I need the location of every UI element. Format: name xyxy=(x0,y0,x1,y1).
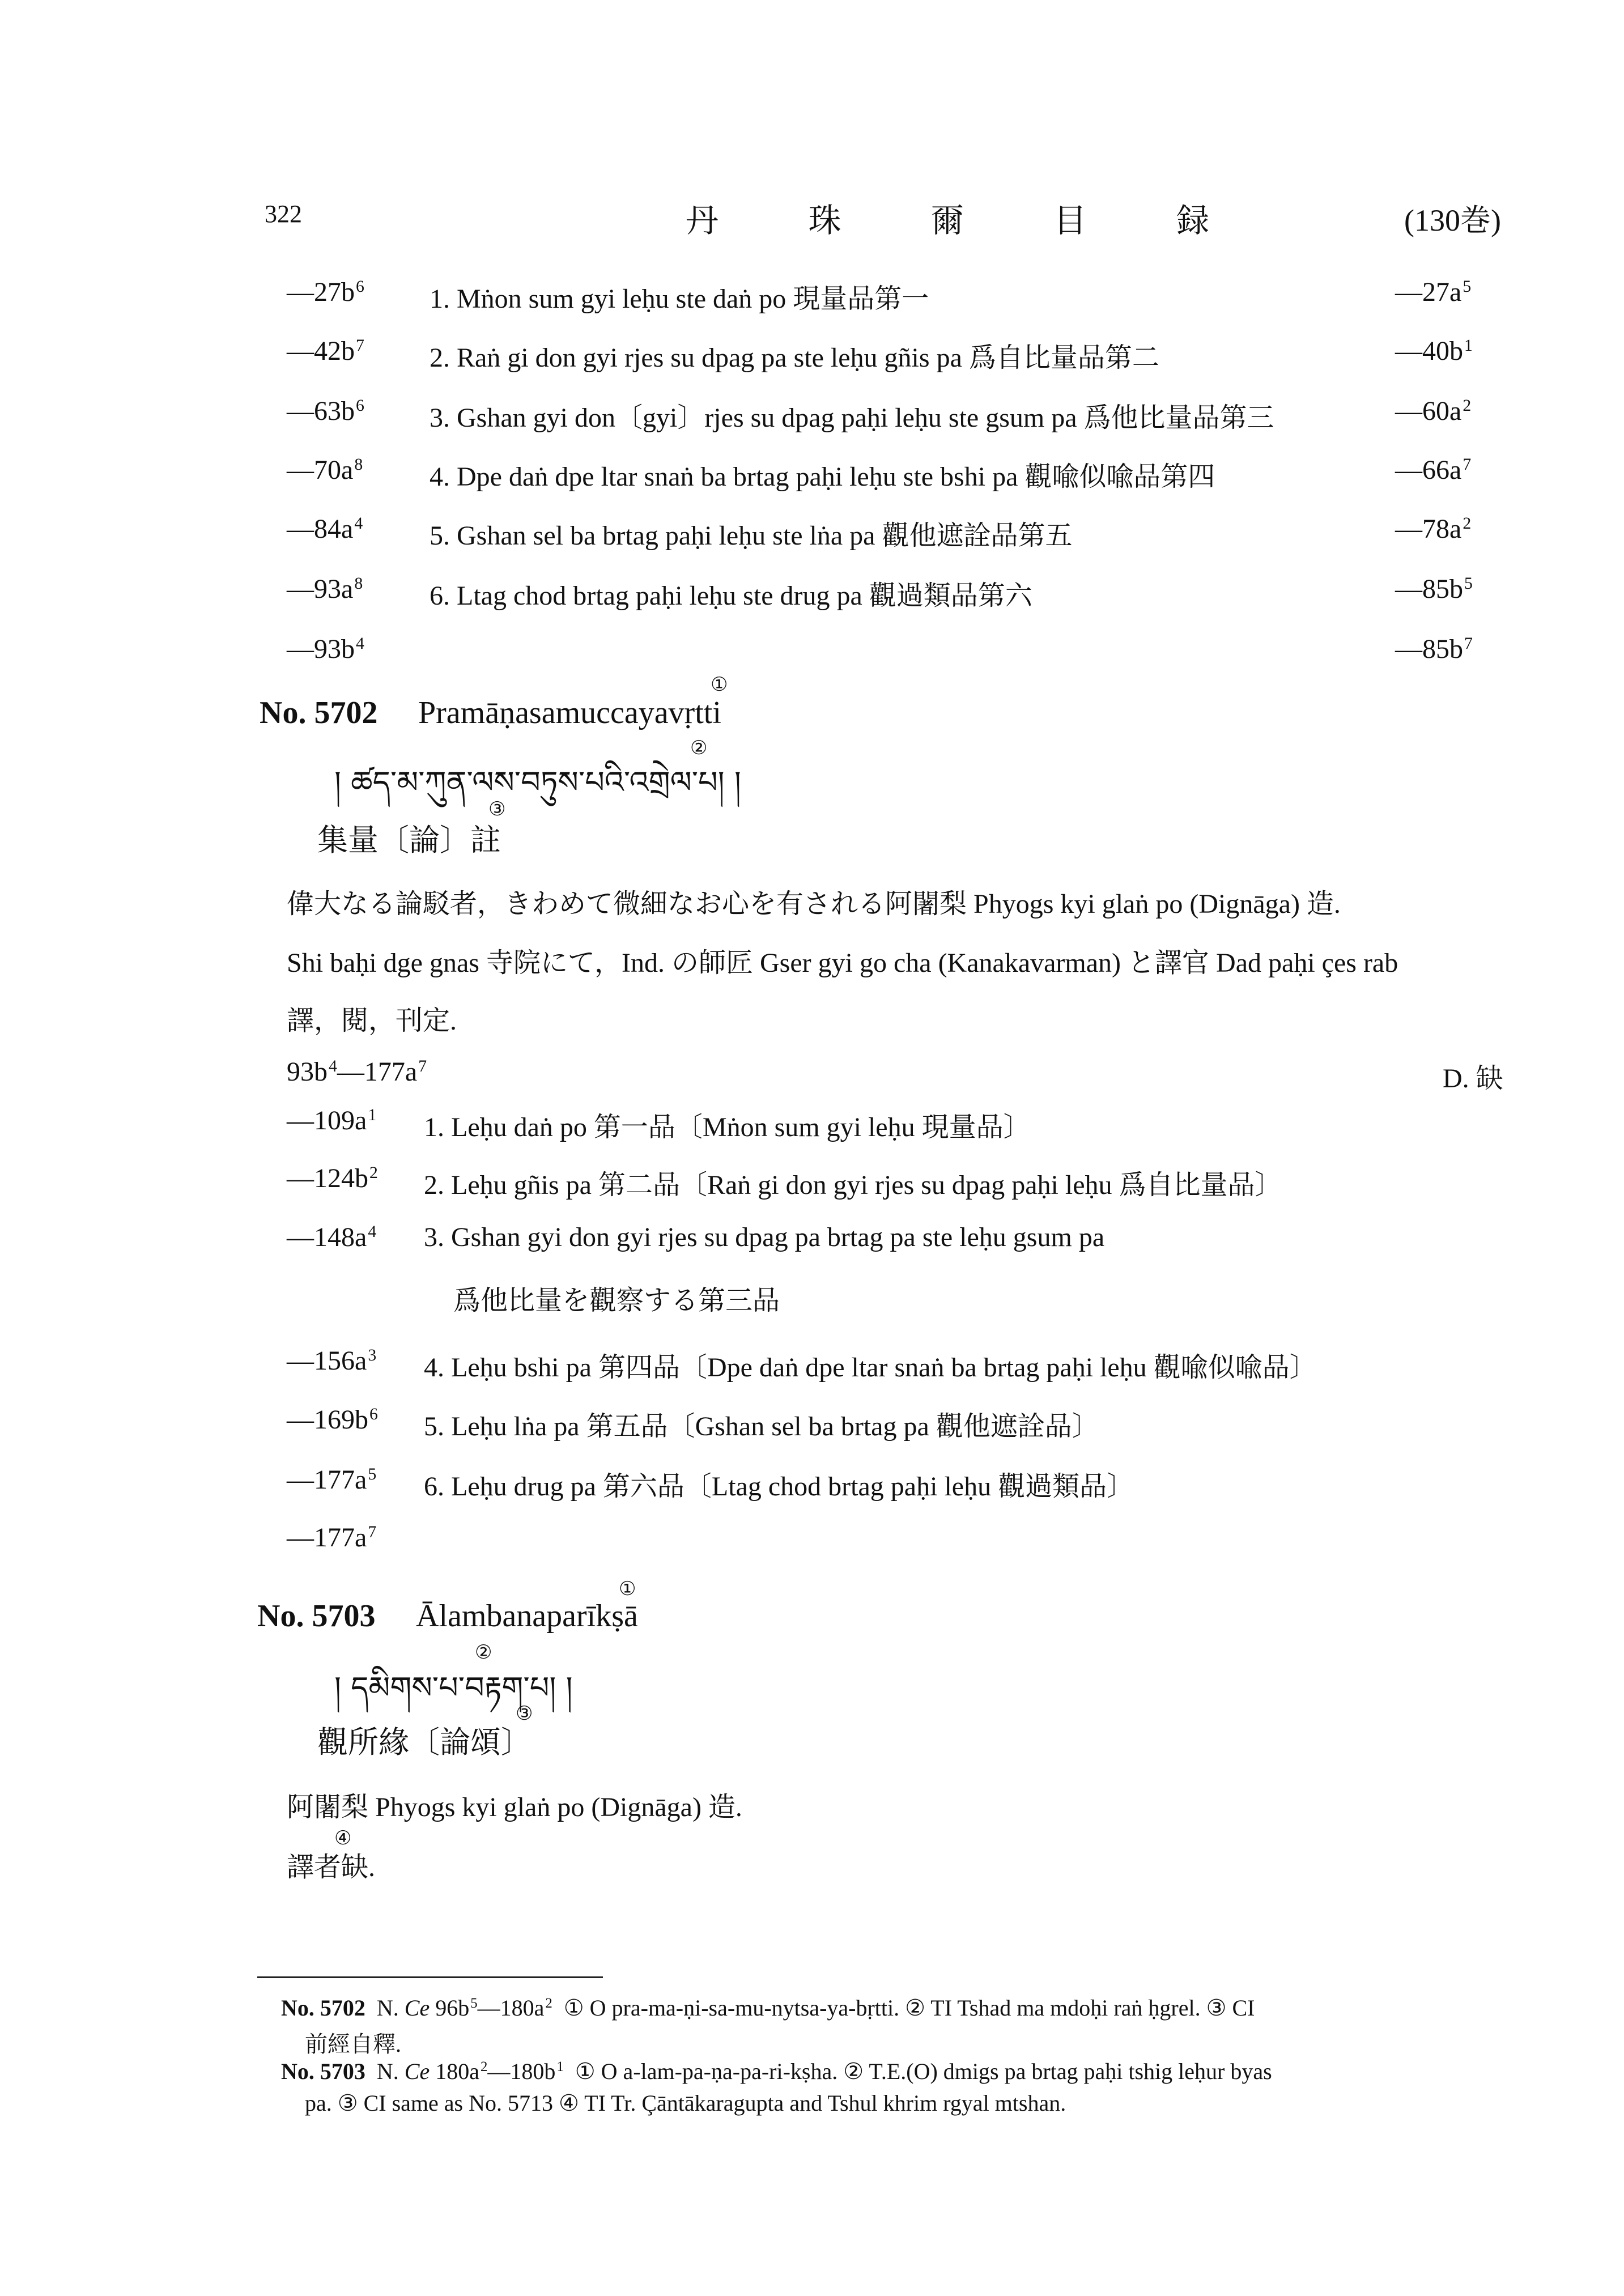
toc_a-chapter-title: 5. Gshan sel ba brtag paḥi leḥu ste lṅa pa 觀他遮詮品第五 xyxy=(430,521,1073,551)
toc_b-chapter-title: 3. Gshan gyi don gyi rjes su dpag pa brtag pa ste leḥu gsum pa xyxy=(424,1222,1105,1252)
author-line-5703: 阿闍梨 Phyogs kyi glaṅ po (Dignāga) 造. xyxy=(287,1792,742,1822)
circled-mark-3: ③ xyxy=(488,799,506,820)
translator-line-5703: 譯者缺. xyxy=(287,1852,376,1882)
toc_a-folio-start: $—70a^8$ xyxy=(287,454,363,485)
tibetan-title-5703: ། དམིགས་པ་བརྟག་པ། ། xyxy=(334,1670,573,1706)
toc_a-chapter-title: 3. Gshan gyi don〔gyi〕rjes su dpag paḥi leḥu ste gsum pa 爲他比量品第三 xyxy=(430,403,1274,433)
circled-mark-2: ② xyxy=(475,1642,492,1663)
toc_b-chapter-title: 6. Leḥu drug pa 第六品〔Ltag chod brtag paḥi leḥu 觀過類品〕 xyxy=(424,1472,1134,1502)
circled-mark-4: ④ xyxy=(334,1828,352,1849)
footnote-5702: No. 5702 N. Ce $96b^5—180a^2$ ① O pra-ma-ṇi-sa-mu-nytsa-ya-bṛtti. ② TI Tshad ma mdoḥi raṅ ḥgrel. ③ CI xyxy=(281,1995,1255,2021)
toc_b-chapter-title: 1. Leḥu daṅ po 第一品〔Mṅon sum gyi leḥu 現量品〕 xyxy=(424,1112,1031,1142)
toc_a-folio-end: $—78a^2$ xyxy=(1395,513,1472,544)
toc_a-folio-end: $—85b^7$ xyxy=(1395,633,1473,664)
toc_b-folio-start: $—169b^6$ xyxy=(287,1404,378,1435)
translation-line2-5702: 譯，閱，刊定. xyxy=(287,1006,457,1036)
chinese-title-5702: 集量〔論〕註 xyxy=(317,823,501,857)
toc_a-folio-end: $—60a^2$ xyxy=(1395,396,1472,426)
toc_b-folio-start: $—177a^5$ xyxy=(287,1464,377,1495)
toc_b-folio-start: $—124b^2$ xyxy=(287,1163,378,1193)
toc_a-folio-end: $—85b^5$ xyxy=(1395,573,1473,604)
toc_b-chapter-title: 爲他比量を觀察する第三品 xyxy=(453,1286,780,1316)
toc_a-folio-start: $—93b^4$ xyxy=(287,633,364,664)
volume-label: (130巻) xyxy=(1404,203,1501,237)
circled-mark-1: ① xyxy=(711,674,728,695)
footnote-5703-cont: pa. ③ CI same as No. 5713 ④ TI Tr. Çāntākaragupta and Tshul khrim rgyal mtshan. xyxy=(305,2090,1066,2116)
running-title: 丹 珠 爾 目 録 xyxy=(686,202,1251,239)
author-line-5702: 偉大なる論駁者，きわめて微細なお心を有される阿闍梨 Phyogs kyi glaṅ po (Dignāga) 造. xyxy=(287,889,1341,919)
footnote-5703: No. 5703 N. Ce $180a^2—180b^1$ ① O a-lam-pa-ṇa-pa-ri-kṣha. ② T.E.(O) dmigs pa brtag paḥi tshig leḥur byas xyxy=(281,2059,1272,2084)
circled-mark-2: ② xyxy=(690,738,708,759)
toc_a-folio-end: $—40b^1$ xyxy=(1395,335,1473,366)
circled-mark-1: ① xyxy=(619,1579,636,1600)
toc_b-folio-start: $—156a^3$ xyxy=(287,1345,377,1376)
toc_a-chapter-title: 6. Ltag chod brtag paḥi leḥu ste drug pa 觀過類品第六 xyxy=(430,581,1032,611)
toc_b-folio-start: $—177a^7$ xyxy=(287,1522,377,1553)
toc_a-folio-end: $—27a^5$ xyxy=(1395,277,1472,307)
toc_a-folio-start: $—42b^7$ xyxy=(287,335,364,366)
entry-number-5702: No. 5702 xyxy=(260,695,378,730)
entry-title-5702: Pramāṇasamuccayavṛtti xyxy=(418,695,721,730)
entry-title-5703: Ālambanaparīkṣā xyxy=(416,1598,638,1634)
toc_a-folio-start: $—93a^8$ xyxy=(287,573,363,604)
footnote-rule xyxy=(257,1976,603,1978)
toc_a-folio-start: $—63b^6$ xyxy=(287,396,364,426)
derge-note-5702: D. 缺 xyxy=(1443,1064,1503,1094)
toc_b-chapter-title: 5. Leḥu lṅa pa 第五品〔Gshan sel ba brtag pa 觀他遮詮品〕 xyxy=(424,1411,1099,1442)
toc_b-folio-start: $—109a^1$ xyxy=(287,1105,377,1136)
folio-range-5702: $93b^4—177a^7$ xyxy=(287,1056,427,1087)
toc_a-chapter-title: 4. Dpe daṅ dpe ltar snaṅ ba brtag paḥi leḥu ste bshi pa 觀喩似喩品第四 xyxy=(430,462,1215,492)
toc_a-folio-start: $—84a^4$ xyxy=(287,513,363,544)
toc_a-folio-start: $—27b^6$ xyxy=(287,277,364,307)
toc_a-chapter-title: 2. Raṅ gi don gyi rjes su dpag pa ste leḥu gñis pa 爲自比量品第二 xyxy=(430,343,1159,373)
tibetan-title-5702: ། ཚད་མ་ཀུན་ལས་བཏུས་པའི་འགྲེལ་པ། ། xyxy=(334,764,741,800)
circled-mark-3: ③ xyxy=(516,1703,533,1724)
toc_a-folio-end: $—66a^7$ xyxy=(1395,454,1472,485)
translation-line-5702: Shi baḥi dge gnas 寺院にて，Ind. の師匠 Gser gyi go cha (Kanakavarman) と譯官 Dad paḥi çes rab xyxy=(287,948,1398,978)
page-number: 322 xyxy=(265,200,302,228)
chinese-title-5703: 觀所緣〔論頌〕 xyxy=(317,1725,532,1759)
toc_b-chapter-title: 4. Leḥu bshi pa 第四品〔Dpe daṅ dpe ltar snaṅ ba brtag paḥi leḥu 觀喩似喩品〕 xyxy=(424,1353,1317,1383)
toc_a-chapter-title: 1. Mṅon sum gyi leḥu ste daṅ po 現量品第一 xyxy=(430,284,929,314)
toc_b-folio-start: $—148a^4$ xyxy=(287,1222,377,1252)
footnote-5702-cont: 前經自釋. xyxy=(305,2031,401,2057)
toc_b-chapter-title: 2. Leḥu gñis pa 第二品〔Raṅ gi don gyi rjes su dpag paḥi leḥu 爲自比量品〕 xyxy=(424,1170,1282,1200)
entry-number-5703: No. 5703 xyxy=(257,1598,376,1634)
